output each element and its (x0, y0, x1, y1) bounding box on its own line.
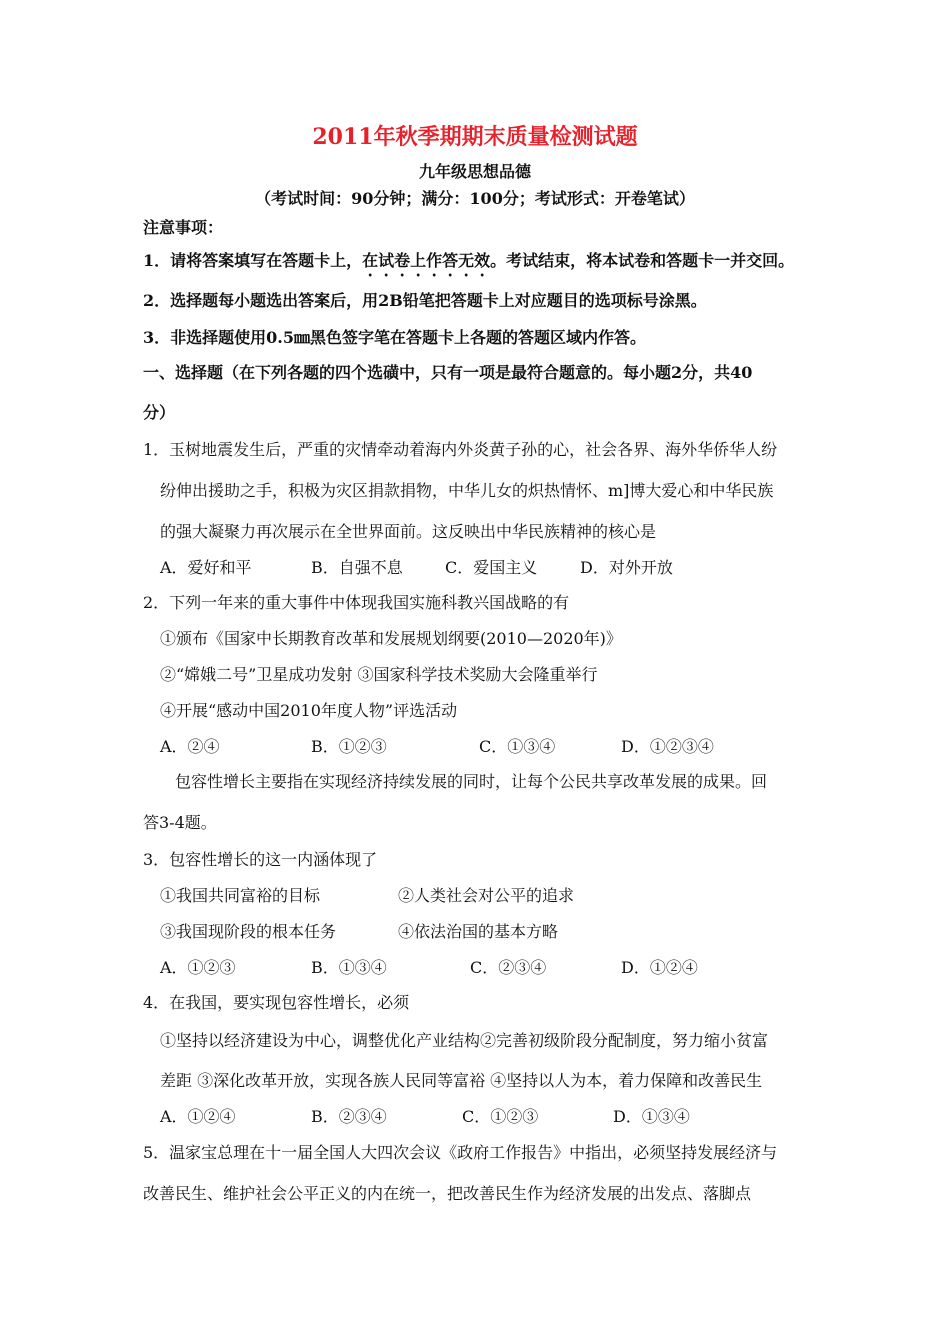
q2-option-d: D．①②③④ (621, 737, 714, 756)
exam-subtitle: 九年级思想品德 (418, 162, 531, 181)
q1-line-1: 1．玉树地震发生后，严重的灾情牵动着海内外炎黄子孙的心，社会各界、海外华侨华人纷 (143, 440, 778, 459)
q2-stem: 2．下列一年来的重大事件中体现我国实施科教兴国战略的有 (143, 593, 570, 612)
notice-item-3: 3．非选择题使用0.5㎜黑色签字笔在答题卡上各题的答题区域内作答。 (143, 328, 646, 347)
q5-line-1: 5．温家宝总理在十一届全国人大四次会议《政府工作报告》中指出，必须坚持发展经济与 (143, 1143, 778, 1162)
q3-option-b: B．①③④ (311, 958, 387, 977)
q4-option-b: B．②③④ (311, 1107, 387, 1126)
q1-option-a: A．爱好和平 (160, 558, 252, 577)
notice-item-1-pre: 1．请将答案填写在答题卡上， (143, 251, 363, 270)
section-1-heading-cont: 分） (143, 403, 176, 422)
notice-heading: 注意事项： (143, 218, 224, 237)
q4-option-d: D．①③④ (613, 1107, 690, 1126)
notice-item-2: 2．选择题每小题选出答案后，用2B铅笔把答题卡上对应题目的选项标号涂黑。 (143, 291, 707, 310)
notice-item-1 (143, 251, 794, 280)
q3-statement-4: ④依法治国的基本方略 (398, 922, 559, 941)
q2-statement-2: ②“嫦娥二号”卫星成功发射 ③国家科学技术奖励大会隆重举行 (160, 665, 598, 684)
q3-option-a: A．①②③ (160, 958, 236, 977)
q2-statement-3: ④开展“感动中国2010年度人物”评选活动 (160, 701, 458, 720)
passage-line-2: 答3-4题。 (143, 813, 217, 832)
q4-stem: 4．在我国，要实现包容性增长，必须 (143, 993, 410, 1012)
exam-info: （考试时间：90分钟；满分：100分；考试形式：开卷笔试） (255, 189, 695, 208)
q1-option-c: C．爱国主义 (445, 558, 538, 577)
exam-title: 2011年秋季期期末质量检测试题 (312, 124, 638, 150)
q2-option-b: B．①②③ (311, 737, 387, 756)
q2-option-c: C．①③④ (479, 737, 556, 756)
q3-statement-3: ③我国现阶段的根本任务 (160, 922, 337, 941)
passage-line-1: 包容性增长主要指在实现经济持续发展的同时，让每个公民共享改革发展的成果。回 (175, 772, 768, 791)
q2-statement-1: ①颁布《国家中长期教育改革和发展规划纲要(2010—2020年)》 (160, 629, 622, 648)
q3-option-d: D．①②④ (621, 958, 698, 977)
q2-option-a: A．②④ (160, 737, 220, 756)
q3-statement-2: ②人类社会对公平的追求 (398, 886, 575, 905)
section-1-heading: 一、选择题（在下列各题的四个选磺中，只有一项是最符合题意的。每小题2分，共40 (143, 363, 753, 382)
q4-statement-line-1: ①坚持以经济建设为中心，调整优化产业结构②完善初级阶段分配制度，努力缩小贫富 (160, 1031, 769, 1050)
q4-statement-line-2: 差距 ③深化改革开放，实现各族人民同等富裕 ④坚持以人为本，着力保障和改善民生 (160, 1071, 763, 1090)
notice-item-1-post: 。考试结束，将本试卷和答题卡一并交回。 (490, 251, 795, 270)
q1-option-b: B．自强不息 (311, 558, 403, 577)
notice-item-1-emphasis: 在试卷上作答无效 (362, 251, 491, 270)
q3-statement-1: ①我国共同富裕的目标 (160, 886, 321, 905)
q1-line-3: 的强大凝聚力再次展示在全世界面前。这反映出中华民族精神的核心是 (160, 522, 657, 541)
q4-option-a: A．①②④ (160, 1107, 236, 1126)
q4-option-c: C．①②③ (462, 1107, 539, 1126)
q1-option-d: D．对外开放 (580, 558, 673, 577)
q3-stem: 3．包容性增长的这一内涵体现了 (143, 850, 378, 869)
q5-line-2: 改善民生、维护社会公平正义的内在统一，把改善民生作为经济发展的出发点、落脚点 (143, 1184, 752, 1203)
q1-line-2: 纷伸出援助之手，积极为灾区捐款捐物，中华儿女的炽热情怀、m]博大爱心和中华民族 (160, 481, 774, 500)
q3-option-c: C．②③④ (470, 958, 547, 977)
